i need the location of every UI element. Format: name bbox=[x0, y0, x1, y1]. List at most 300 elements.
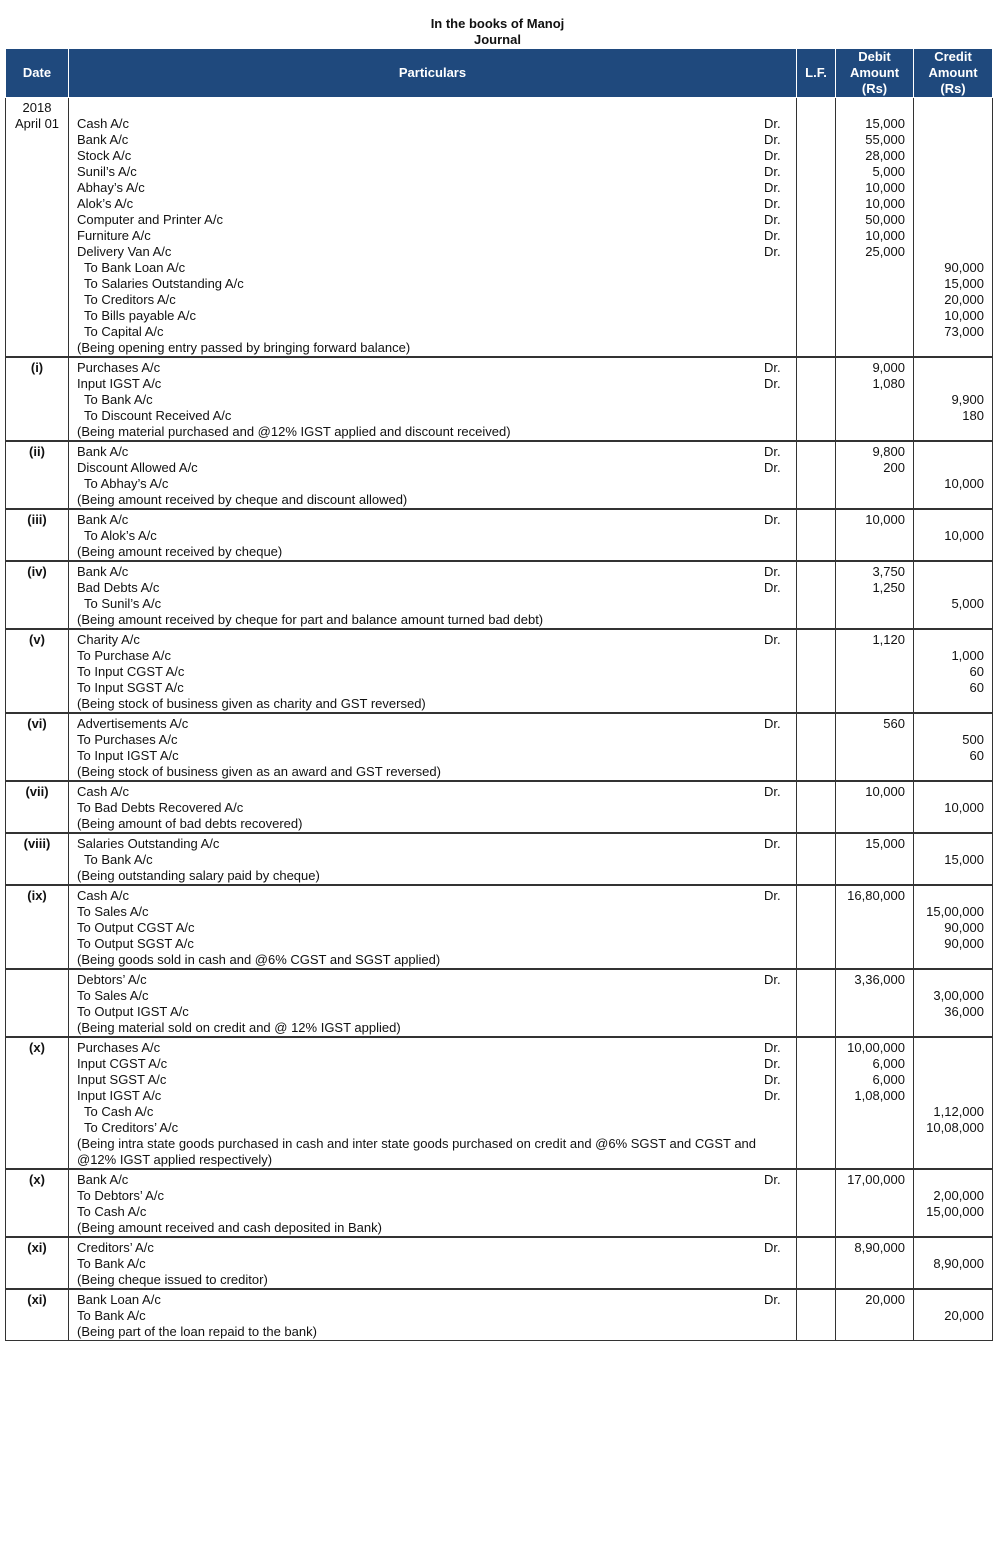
credit-account: To Bills payable A/c bbox=[84, 308, 197, 323]
entry-date bbox=[6, 713, 69, 781]
entry-lf bbox=[797, 781, 836, 833]
ledger-line bbox=[77, 664, 792, 680]
ledger-line bbox=[77, 972, 792, 988]
debit-amount: 9,000 bbox=[872, 360, 905, 375]
ledger-line bbox=[77, 596, 792, 612]
dr-marker: Dr. bbox=[764, 164, 781, 179]
entry-date-line1: (viii) bbox=[23, 836, 51, 851]
entry-debit bbox=[836, 1289, 914, 1341]
ledger-line bbox=[77, 632, 792, 648]
debit-amount: 6,000 bbox=[872, 1072, 905, 1087]
credit-amount bbox=[914, 784, 984, 800]
entry-date-line1: (xi) bbox=[27, 1292, 47, 1307]
ledger-line bbox=[77, 784, 792, 800]
dr-marker bbox=[764, 476, 792, 492]
credit-account: To Discount Received A/c bbox=[84, 408, 232, 423]
ledger-line bbox=[77, 132, 792, 148]
dr-marker: Dr. bbox=[764, 360, 781, 375]
dr-marker: Dr. bbox=[764, 580, 781, 595]
entry-date-line1: (vii) bbox=[25, 784, 49, 799]
dr-marker bbox=[764, 732, 792, 748]
dr-marker bbox=[764, 1256, 792, 1272]
ledger-line bbox=[77, 564, 792, 580]
credit-account: To Bank Loan A/c bbox=[84, 260, 186, 275]
debit-account: Delivery Van A/c bbox=[77, 244, 172, 259]
credit-account: To Salaries Outstanding A/c bbox=[84, 276, 244, 291]
ledger-line bbox=[77, 1204, 792, 1220]
narration: (Being opening entry passed by bringing forward balance) bbox=[77, 340, 411, 355]
credit-amount: 10,000 bbox=[944, 528, 984, 543]
debit-amount: 6,000 bbox=[872, 1056, 905, 1071]
ledger-line bbox=[77, 528, 792, 544]
col-debit bbox=[836, 49, 914, 98]
dr-marker bbox=[764, 800, 792, 816]
entry-credit bbox=[914, 969, 993, 1037]
col-credit-line1: Credit bbox=[934, 49, 972, 64]
entry-lf bbox=[797, 629, 836, 713]
entry-date bbox=[6, 781, 69, 833]
debit-amount: 10,000 bbox=[865, 228, 905, 243]
credit-amount: 2,00,000 bbox=[933, 1188, 984, 1203]
journal-heading: Journal bbox=[474, 32, 521, 47]
ledger-line bbox=[77, 920, 792, 936]
entry-debit bbox=[836, 441, 914, 509]
journal-entry-row bbox=[6, 713, 993, 781]
ledger-line bbox=[77, 1088, 792, 1104]
credit-amount: 15,00,000 bbox=[926, 1204, 984, 1219]
dr-marker bbox=[764, 748, 792, 764]
journal-entry-row bbox=[6, 509, 993, 561]
debit-amount bbox=[836, 476, 905, 492]
credit-amount: 90,000 bbox=[944, 260, 984, 275]
ledger-line bbox=[77, 988, 792, 1004]
entry-particulars bbox=[69, 969, 797, 1037]
debit-amount: 15,000 bbox=[865, 836, 905, 851]
entry-particulars bbox=[69, 1289, 797, 1341]
journal-entry-row bbox=[6, 1037, 993, 1169]
entry-credit bbox=[914, 441, 993, 509]
narration: (Being amount received and cash deposited in Bank) bbox=[77, 1220, 382, 1235]
entry-credit bbox=[914, 781, 993, 833]
entry-credit bbox=[914, 885, 993, 969]
ledger-line bbox=[77, 276, 792, 292]
narration: (Being stock of business given as an award and GST reversed) bbox=[77, 764, 441, 779]
ledger-line bbox=[77, 392, 792, 408]
ledger-line bbox=[77, 904, 792, 920]
debit-amount bbox=[836, 904, 905, 920]
narration: (Being outstanding salary paid by cheque) bbox=[77, 868, 320, 883]
dr-marker: Dr. bbox=[764, 148, 781, 163]
debit-account: Input IGST A/c bbox=[77, 1088, 162, 1103]
entry-lf bbox=[797, 1289, 836, 1341]
entry-credit bbox=[914, 98, 993, 358]
debit-amount bbox=[836, 276, 905, 292]
dr-marker: Dr. bbox=[764, 1088, 781, 1103]
credit-account: To Cash A/c bbox=[84, 1104, 154, 1119]
journal-entry-row bbox=[6, 561, 993, 629]
entry-lf bbox=[797, 833, 836, 885]
credit-amount: 10,08,000 bbox=[926, 1120, 984, 1135]
journal-entry-row bbox=[6, 969, 993, 1037]
dr-marker: Dr. bbox=[764, 228, 781, 243]
debit-account: Input SGST A/c bbox=[77, 1072, 167, 1087]
entry-date bbox=[6, 561, 69, 629]
entry-credit bbox=[914, 1169, 993, 1237]
debit-account: Bank Loan A/c bbox=[77, 1292, 161, 1307]
credit-amount: 500 bbox=[962, 732, 984, 747]
entry-date-line1: (iii) bbox=[27, 512, 47, 527]
entry-debit bbox=[836, 98, 914, 358]
ledger-line bbox=[77, 116, 792, 132]
col-particulars: Particulars bbox=[69, 49, 797, 98]
journal-table bbox=[5, 48, 993, 1341]
debit-account: Charity A/c bbox=[77, 632, 140, 647]
credit-amount bbox=[914, 244, 984, 260]
entry-debit bbox=[836, 357, 914, 441]
debit-amount: 1,250 bbox=[872, 580, 905, 595]
entry-particulars bbox=[69, 561, 797, 629]
credit-amount: 90,000 bbox=[944, 936, 984, 951]
debit-amount bbox=[836, 1308, 905, 1324]
credit-account: To Input CGST A/c bbox=[77, 664, 185, 679]
dr-marker bbox=[764, 852, 792, 868]
journal-title bbox=[0, 0, 995, 48]
ledger-line bbox=[77, 800, 792, 816]
dr-marker: Dr. bbox=[764, 564, 781, 579]
entry-particulars bbox=[69, 713, 797, 781]
entry-date-line1: (xi) bbox=[27, 1240, 47, 1255]
debit-amount: 1,08,000 bbox=[854, 1088, 905, 1103]
credit-amount bbox=[914, 212, 984, 228]
credit-amount bbox=[914, 1056, 984, 1072]
entry-date bbox=[6, 885, 69, 969]
journal-entry-row bbox=[6, 441, 993, 509]
entry-credit bbox=[914, 1037, 993, 1169]
debit-amount bbox=[836, 260, 905, 276]
credit-account: To Output CGST A/c bbox=[77, 920, 195, 935]
debit-amount: 5,000 bbox=[872, 164, 905, 179]
debit-account: Salaries Outstanding A/c bbox=[77, 836, 220, 851]
credit-account: To Capital A/c bbox=[84, 324, 164, 339]
credit-account: To Creditors A/c bbox=[84, 292, 176, 307]
entry-date-line1: (ii) bbox=[29, 444, 45, 459]
credit-amount bbox=[914, 460, 984, 476]
debit-account: Discount Allowed A/c bbox=[77, 460, 198, 475]
debit-amount bbox=[836, 1204, 905, 1220]
debit-amount: 9,800 bbox=[872, 444, 905, 459]
credit-amount: 5,000 bbox=[951, 596, 984, 611]
debit-amount bbox=[836, 324, 905, 340]
credit-amount bbox=[914, 164, 984, 180]
dr-marker bbox=[764, 988, 792, 1004]
journal-body bbox=[6, 98, 993, 1341]
entry-date-line1: (ix) bbox=[27, 888, 47, 903]
dr-marker bbox=[764, 1188, 792, 1204]
debit-amount bbox=[836, 1104, 905, 1120]
credit-account: To Bank A/c bbox=[77, 1256, 146, 1271]
entry-date bbox=[6, 509, 69, 561]
entry-particulars bbox=[69, 357, 797, 441]
header-row bbox=[6, 49, 993, 98]
entry-credit bbox=[914, 833, 993, 885]
dr-marker: Dr. bbox=[764, 888, 781, 903]
entry-particulars bbox=[69, 1237, 797, 1289]
col-lf: L.F. bbox=[797, 49, 836, 98]
entry-credit bbox=[914, 629, 993, 713]
journal-entry-row bbox=[6, 885, 993, 969]
credit-amount bbox=[914, 132, 984, 148]
entry-date-line1: (x) bbox=[29, 1040, 45, 1055]
col-date: Date bbox=[6, 49, 69, 98]
credit-amount bbox=[914, 1172, 984, 1188]
ledger-line bbox=[77, 148, 792, 164]
debit-amount: 15,000 bbox=[865, 116, 905, 131]
entry-date bbox=[6, 1037, 69, 1169]
debit-amount bbox=[836, 732, 905, 748]
debit-account: Bank A/c bbox=[77, 1172, 129, 1187]
ledger-line bbox=[77, 852, 792, 868]
journal-entry-row bbox=[6, 1237, 993, 1289]
credit-amount bbox=[914, 148, 984, 164]
ledger-line bbox=[77, 836, 792, 852]
debit-amount: 16,80,000 bbox=[847, 888, 905, 903]
credit-account: To Debtors’ A/c bbox=[77, 1188, 164, 1203]
credit-amount bbox=[914, 888, 984, 904]
debit-amount: 200 bbox=[883, 460, 905, 475]
credit-amount bbox=[914, 716, 984, 732]
dr-marker bbox=[764, 648, 792, 664]
dr-marker bbox=[764, 664, 792, 680]
dr-marker bbox=[764, 292, 792, 308]
dr-marker: Dr. bbox=[764, 180, 781, 195]
ledger-line bbox=[77, 324, 792, 340]
entry-particulars bbox=[69, 629, 797, 713]
narration: (Being amount received by cheque and discount allowed) bbox=[77, 492, 408, 507]
debit-amount: 10,000 bbox=[865, 512, 905, 527]
ledger-line bbox=[77, 648, 792, 664]
credit-amount: 20,000 bbox=[944, 1308, 984, 1323]
dr-marker: Dr. bbox=[764, 116, 781, 131]
credit-account: To Bank A/c bbox=[77, 1308, 146, 1323]
ledger-line bbox=[77, 732, 792, 748]
credit-account: To Abhay’s A/c bbox=[84, 476, 169, 491]
ledger-line bbox=[77, 1104, 792, 1120]
credit-amount: 9,900 bbox=[951, 392, 984, 407]
narration: (Being material purchased and @12% IGST applied and discount received) bbox=[77, 424, 511, 439]
debit-amount bbox=[836, 664, 905, 680]
ledger-line bbox=[77, 1240, 792, 1256]
col-credit-line2: Amount bbox=[928, 65, 978, 80]
entry-lf bbox=[797, 561, 836, 629]
credit-amount bbox=[914, 116, 984, 132]
ledger-line bbox=[77, 164, 792, 180]
debit-account: Creditors’ A/c bbox=[77, 1240, 154, 1255]
entry-date bbox=[6, 98, 69, 358]
dr-marker bbox=[764, 324, 792, 340]
entry-lf bbox=[797, 1169, 836, 1237]
narration: (Being amount received by cheque) bbox=[77, 544, 283, 559]
credit-amount: 180 bbox=[962, 408, 984, 423]
entry-date bbox=[6, 1169, 69, 1237]
debit-amount bbox=[836, 800, 905, 816]
credit-amount: 1,12,000 bbox=[933, 1104, 984, 1119]
ledger-line bbox=[77, 228, 792, 244]
credit-amount: 10,000 bbox=[944, 308, 984, 323]
journal-entry-row bbox=[6, 1169, 993, 1237]
credit-amount: 20,000 bbox=[944, 292, 984, 307]
debit-amount: 20,000 bbox=[865, 1292, 905, 1307]
entry-date-line1: (iv) bbox=[27, 564, 47, 579]
dr-marker: Dr. bbox=[764, 212, 781, 227]
debit-amount: 8,90,000 bbox=[854, 1240, 905, 1255]
debit-amount: 17,00,000 bbox=[847, 1172, 905, 1187]
entry-lf bbox=[797, 509, 836, 561]
ledger-line bbox=[77, 1004, 792, 1020]
debit-account: Cash A/c bbox=[77, 116, 130, 131]
debit-account: Purchases A/c bbox=[77, 360, 161, 375]
entry-debit bbox=[836, 781, 914, 833]
debit-account: Bad Debts A/c bbox=[77, 580, 160, 595]
dr-marker bbox=[764, 1104, 792, 1120]
dr-marker: Dr. bbox=[764, 1172, 781, 1187]
entry-credit bbox=[914, 1289, 993, 1341]
dr-marker bbox=[764, 528, 792, 544]
ledger-line bbox=[77, 1308, 792, 1324]
ledger-line bbox=[77, 748, 792, 764]
credit-amount bbox=[914, 580, 984, 596]
ledger-line bbox=[77, 308, 792, 324]
debit-amount bbox=[836, 528, 905, 544]
entry-particulars bbox=[69, 885, 797, 969]
entry-lf bbox=[797, 969, 836, 1037]
ledger-line bbox=[77, 1120, 792, 1136]
credit-account: To Cash A/c bbox=[77, 1204, 147, 1219]
credit-amount: 1,000 bbox=[951, 648, 984, 663]
dr-marker bbox=[764, 936, 792, 952]
entry-date bbox=[6, 833, 69, 885]
col-credit-line3: (Rs) bbox=[940, 81, 966, 96]
debit-amount bbox=[836, 936, 905, 952]
credit-amount bbox=[914, 196, 984, 212]
credit-amount bbox=[914, 1072, 984, 1088]
dr-marker bbox=[764, 1004, 792, 1020]
credit-account: To Bank A/c bbox=[84, 392, 153, 407]
debit-account: Computer and Printer A/c bbox=[77, 212, 223, 227]
dr-marker: Dr. bbox=[764, 784, 781, 799]
dr-marker: Dr. bbox=[764, 1072, 781, 1087]
entry-credit bbox=[914, 1237, 993, 1289]
col-debit-line1: Debit bbox=[858, 49, 891, 64]
ledger-line bbox=[77, 936, 792, 952]
entry-lf bbox=[797, 885, 836, 969]
credit-account: To Creditors’ A/c bbox=[84, 1120, 179, 1135]
journal-entry-row bbox=[6, 781, 993, 833]
ledger-line bbox=[77, 1040, 792, 1056]
debit-amount: 1,080 bbox=[872, 376, 905, 391]
credit-account: To Purchase A/c bbox=[77, 648, 171, 663]
entry-lf bbox=[797, 1237, 836, 1289]
dr-marker: Dr. bbox=[764, 1040, 781, 1055]
dr-marker: Dr. bbox=[764, 444, 781, 459]
debit-amount bbox=[836, 1004, 905, 1020]
dr-marker bbox=[764, 308, 792, 324]
entry-credit bbox=[914, 509, 993, 561]
dr-marker: Dr. bbox=[764, 132, 781, 147]
entry-particulars bbox=[69, 833, 797, 885]
ledger-line bbox=[77, 1072, 792, 1088]
entry-particulars bbox=[69, 98, 797, 358]
ledger-line bbox=[77, 580, 792, 596]
entry-debit bbox=[836, 561, 914, 629]
ledger-line bbox=[77, 1292, 792, 1308]
debit-amount: 50,000 bbox=[865, 212, 905, 227]
debit-account: Bank A/c bbox=[77, 512, 129, 527]
debit-amount: 55,000 bbox=[865, 132, 905, 147]
debit-account: Abhay’s A/c bbox=[77, 180, 145, 195]
entry-debit bbox=[836, 509, 914, 561]
ledger-line bbox=[77, 1256, 792, 1272]
narration: (Being amount received by cheque for part and balance amount turned bad debt) bbox=[77, 612, 544, 627]
debit-amount bbox=[836, 1256, 905, 1272]
debit-account: Input IGST A/c bbox=[77, 376, 162, 391]
entry-particulars bbox=[69, 441, 797, 509]
dr-marker: Dr. bbox=[764, 512, 781, 527]
ledger-line bbox=[77, 180, 792, 196]
col-debit-line3: (Rs) bbox=[861, 81, 888, 96]
dr-marker: Dr. bbox=[764, 836, 781, 851]
debit-account: Bank A/c bbox=[77, 132, 129, 147]
ledger-line bbox=[77, 1172, 792, 1188]
credit-amount bbox=[914, 512, 984, 528]
narration: (Being amount of bad debts recovered) bbox=[77, 816, 303, 831]
credit-account: To Sales A/c bbox=[77, 988, 149, 1003]
debit-amount bbox=[836, 308, 905, 324]
debit-amount bbox=[836, 392, 905, 408]
entry-date bbox=[6, 1237, 69, 1289]
debit-account: Advertisements A/c bbox=[77, 716, 189, 731]
credit-amount bbox=[914, 1292, 984, 1308]
narration: (Being intra state goods purchased in cash and inter state goods purchased on credit and @6% SGST and CGST and @12% IGST applied respectively) bbox=[77, 1136, 757, 1167]
ledger-line bbox=[77, 244, 792, 260]
ledger-line bbox=[77, 408, 792, 424]
entry-date bbox=[6, 441, 69, 509]
credit-account: To Bad Debts Recovered A/c bbox=[77, 800, 244, 815]
debit-account: Cash A/c bbox=[77, 888, 130, 903]
debit-amount bbox=[836, 292, 905, 308]
dr-marker bbox=[764, 1204, 792, 1220]
entry-debit bbox=[836, 833, 914, 885]
debit-account: Cash A/c bbox=[77, 784, 130, 799]
debit-amount: 10,000 bbox=[865, 784, 905, 799]
journal-entry-row bbox=[6, 833, 993, 885]
debit-amount: 3,36,000 bbox=[854, 972, 905, 987]
debit-amount bbox=[836, 1120, 905, 1136]
debit-account: Furniture A/c bbox=[77, 228, 151, 243]
debit-amount: 10,00,000 bbox=[847, 1040, 905, 1055]
debit-account: Stock A/c bbox=[77, 148, 132, 163]
col-credit bbox=[914, 49, 993, 98]
credit-amount: 10,000 bbox=[944, 800, 984, 815]
credit-amount: 73,000 bbox=[944, 324, 984, 339]
credit-account: To Bank A/c bbox=[84, 852, 153, 867]
entry-credit bbox=[914, 561, 993, 629]
dr-marker bbox=[764, 276, 792, 292]
journal-entry-row bbox=[6, 357, 993, 441]
debit-account: Purchases A/c bbox=[77, 1040, 161, 1055]
ledger-line bbox=[77, 476, 792, 492]
entry-debit bbox=[836, 629, 914, 713]
entry-lf bbox=[797, 357, 836, 441]
